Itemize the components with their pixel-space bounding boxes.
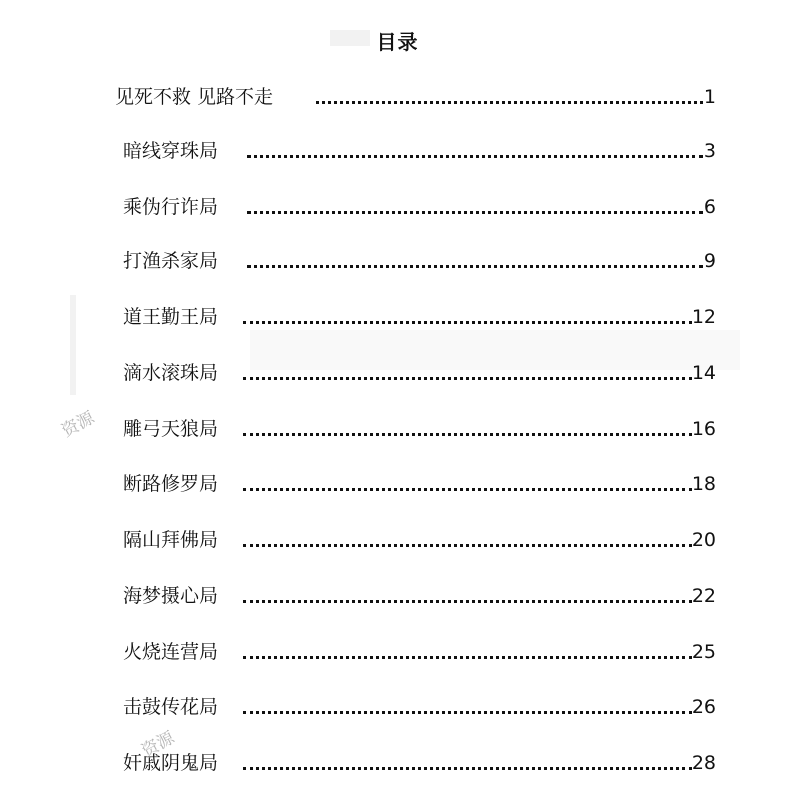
toc-entry-title: 击鼓传花局 (123, 696, 219, 718)
toc-page-number: 26 (691, 696, 716, 718)
toc-page-number: 16 (691, 418, 716, 440)
toc-entry[interactable] (0, 302, 795, 332)
toc-entry[interactable] (0, 525, 795, 555)
toc-entry-title: 见死不救 见路不走 (115, 86, 274, 108)
toc-leader-dots (243, 321, 692, 324)
toc-entry[interactable] (0, 246, 795, 276)
toc-entry-title: 雕弓天狼局 (123, 418, 219, 440)
toc-entry-title: 暗线穿珠局 (123, 140, 219, 162)
toc-entry-title: 打渔杀家局 (123, 250, 219, 272)
toc-entry[interactable] (0, 136, 795, 166)
toc-leader-dots (243, 377, 692, 380)
toc-leader-dots (243, 600, 692, 603)
toc-entry[interactable] (0, 414, 795, 444)
toc-entry[interactable] (0, 469, 795, 499)
toc-leader-dots (247, 211, 703, 214)
toc-entry[interactable] (0, 692, 795, 722)
toc-page-number: 18 (691, 473, 716, 495)
toc-page-number: 1 (703, 86, 716, 108)
toc-entry-title: 奸戚阴鬼局 (123, 752, 219, 774)
toc-leader-dots (247, 265, 703, 268)
toc-entry-title: 滴水滚珠局 (123, 362, 219, 384)
toc-entry-title: 道王勤王局 (123, 306, 219, 328)
toc-entry[interactable] (0, 82, 795, 112)
toc-entry-title: 隔山拜佛局 (123, 529, 219, 551)
toc-page-number: 28 (691, 752, 716, 774)
toc-page-number: 14 (691, 362, 716, 384)
toc-entry[interactable] (0, 358, 795, 388)
toc-page-number: 25 (691, 641, 716, 663)
toc-entry[interactable] (0, 748, 795, 778)
toc-leader-dots (243, 433, 692, 436)
toc-leader-dots (243, 767, 692, 770)
toc-page-number: 12 (691, 306, 716, 328)
toc-leader-dots (243, 711, 692, 714)
toc-entry-title: 火烧连营局 (123, 641, 219, 663)
toc-title: 目录 (376, 30, 419, 54)
toc-page-number: 9 (703, 250, 716, 272)
watermark-text: 资源 (138, 727, 178, 762)
toc-leader-dots (316, 101, 703, 104)
toc-page-number: 6 (703, 196, 716, 218)
toc-page-number: 22 (691, 585, 716, 607)
toc-leader-dots (243, 488, 692, 491)
toc-entry[interactable] (0, 637, 795, 667)
toc-page-number: 3 (703, 140, 716, 162)
toc-page-number: 20 (691, 529, 716, 551)
toc-entry-title: 乘伪行诈局 (123, 196, 219, 218)
toc-leader-dots (243, 544, 692, 547)
toc-leader-dots (247, 155, 703, 158)
toc-entry-title: 海梦摄心局 (123, 585, 219, 607)
toc-entry[interactable] (0, 581, 795, 611)
toc-entry[interactable] (0, 192, 795, 222)
toc-leader-dots (243, 656, 692, 659)
watermark-text: 资源 (58, 407, 98, 442)
toc-entry-title: 断路修罗局 (123, 473, 219, 495)
